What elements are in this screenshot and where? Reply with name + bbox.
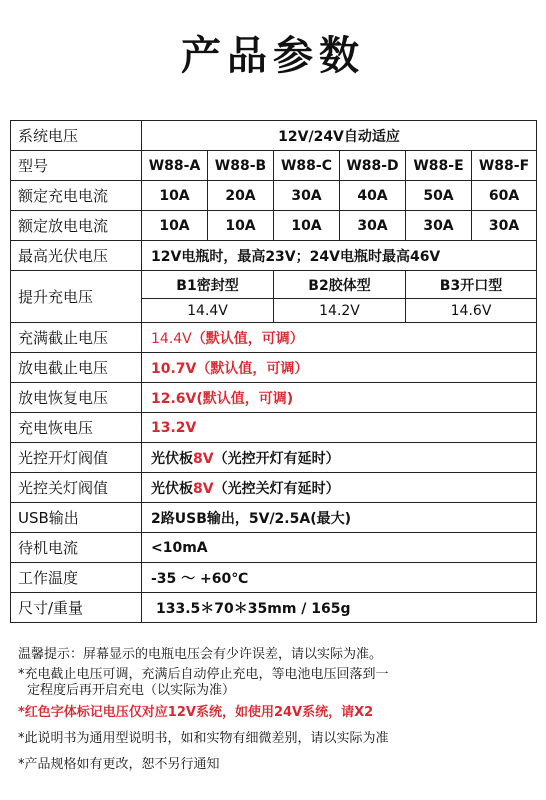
value-size: 133.5＊70＊35mm / 165g: [142, 593, 537, 623]
note-generic-manual: *此说明书为通用型说明书，如和实物有细微差别，请以实际为准: [18, 731, 389, 746]
full-cutoff-volt: 14.4V: [151, 330, 192, 347]
label-usb: USB输出: [11, 503, 142, 533]
charge-cell: 60A: [472, 181, 537, 211]
value-discharge-recover: [142, 383, 537, 413]
discharge-cell: 30A: [406, 211, 472, 241]
model-cell: W88-A: [142, 151, 208, 181]
row-light-off: [11, 473, 537, 503]
label-discharge-cutoff: 放电截止电压: [11, 353, 142, 383]
value-usb: 2路USB输出，5V/2.5A(最大): [142, 503, 537, 533]
label-boost: 提升充电压: [11, 271, 142, 323]
label-temp: 工作温度: [11, 563, 142, 593]
value-standby: <10mA: [142, 533, 537, 563]
note-red-voltage: *红色字体标记电压仅对应12V系统，如使用24V系统，请X2: [18, 705, 374, 720]
discharge-cutoff-volt: 10.7V: [151, 360, 197, 377]
note-spec-change: *产品规格如有更改，恕不另行通知: [18, 757, 220, 772]
row-rated-discharge: [11, 211, 537, 241]
model-cell: W88-E: [406, 151, 472, 181]
notes-section: [18, 647, 534, 779]
row-model: [11, 151, 537, 181]
boost-type-b2: B2胶体型: [274, 271, 406, 299]
label-full-cutoff: 充满截止电压: [11, 323, 142, 353]
model-cell: W88-D: [340, 151, 406, 181]
charge-cell: 20A: [208, 181, 274, 211]
label-discharge-recover: 放电恢复电压: [11, 383, 142, 413]
charge-cell: 30A: [274, 181, 340, 211]
row-temp: [11, 563, 537, 593]
full-cutoff-note: （默认值，可调）: [191, 330, 304, 347]
discharge-cell: 10A: [208, 211, 274, 241]
label-light-off: 光控关灯阀值: [11, 473, 142, 503]
row-system-voltage: [11, 121, 537, 151]
boost-type-b1: B1密封型: [142, 271, 274, 299]
boost-value-b1: 14.4V: [142, 299, 274, 323]
label-charge-recover: 充电恢电压: [11, 413, 142, 443]
row-standby: [11, 533, 537, 563]
boost-value-b3: 14.6V: [406, 299, 537, 323]
value-max-pv: 12V电瓶时，最高23V；24V电瓶时最高46V: [142, 241, 537, 271]
row-discharge-recover: [11, 383, 537, 413]
value-light-on: [142, 443, 537, 473]
row-rated-charge: [11, 181, 537, 211]
discharge-cell: 10A: [142, 211, 208, 241]
light-off-prefix: 光伏板: [151, 480, 193, 497]
model-cell: W88-B: [208, 151, 274, 181]
charge-cell: 10A: [142, 181, 208, 211]
spec-table: [10, 120, 537, 623]
light-on-volt: 8V: [193, 450, 214, 467]
row-discharge-cutoff: [11, 353, 537, 383]
label-max-pv: 最高光伏电压: [11, 241, 142, 271]
discharge-cutoff-note: （默认值，可调）: [196, 360, 309, 377]
page-title: 产品参数: [181, 33, 365, 79]
row-max-pv: [11, 241, 537, 271]
row-boost-types: [11, 271, 537, 299]
row-size: [11, 593, 537, 623]
light-on-prefix: 光伏板: [151, 450, 193, 467]
value-charge-recover: 13.2V: [142, 413, 537, 443]
light-off-volt: 8V: [193, 480, 214, 497]
charge-cell: 40A: [340, 181, 406, 211]
boost-type-b3: B3开口型: [406, 271, 537, 299]
light-off-note: （光控关灯有延时）: [213, 480, 340, 497]
note-charge-cutoff: [18, 667, 534, 699]
discharge-recover-volt: 12.6V: [151, 390, 197, 407]
boost-value-b2: 14.2V: [274, 299, 406, 323]
discharge-recover-note: (默认值，可调): [196, 390, 294, 407]
light-on-note: （光控开灯有延时）: [213, 450, 340, 467]
model-cell: W88-C: [274, 151, 340, 181]
note-charge-cutoff-line1: *充电截止电压可调，充满后自动停止充电，等电池电压回落到一: [18, 667, 389, 682]
row-light-on: [11, 443, 537, 473]
note-tip: 温馨提示：屏幕显示的电瓶电压会有少许误差，请以实际为准。: [18, 647, 383, 662]
charge-cell: 50A: [406, 181, 472, 211]
discharge-cell: 30A: [472, 211, 537, 241]
label-size: 尺寸/重量: [11, 593, 142, 623]
value-light-off: [142, 473, 537, 503]
value-temp: -35 ～ +60℃: [142, 563, 537, 593]
value-discharge-cutoff: [142, 353, 537, 383]
row-full-cutoff: [11, 323, 537, 353]
model-cell: W88-F: [472, 151, 537, 181]
label-system-voltage: 系统电压: [11, 121, 142, 151]
row-charge-recover: [11, 413, 537, 443]
label-rated-charge: 额定充电电流: [11, 181, 142, 211]
discharge-cell: 10A: [274, 211, 340, 241]
value-full-cutoff: [142, 323, 537, 353]
label-model: 型号: [11, 151, 142, 181]
label-rated-discharge: 额定放电电流: [11, 211, 142, 241]
label-standby: 待机电流: [11, 533, 142, 563]
label-light-on: 光控开灯阀值: [11, 443, 142, 473]
discharge-cell: 30A: [340, 211, 406, 241]
value-system-voltage: 12V/24V自动适应: [142, 121, 537, 151]
row-usb: [11, 503, 537, 533]
note-charge-cutoff-line2: 定程度后再开启充电（以实际为准）: [27, 683, 236, 698]
